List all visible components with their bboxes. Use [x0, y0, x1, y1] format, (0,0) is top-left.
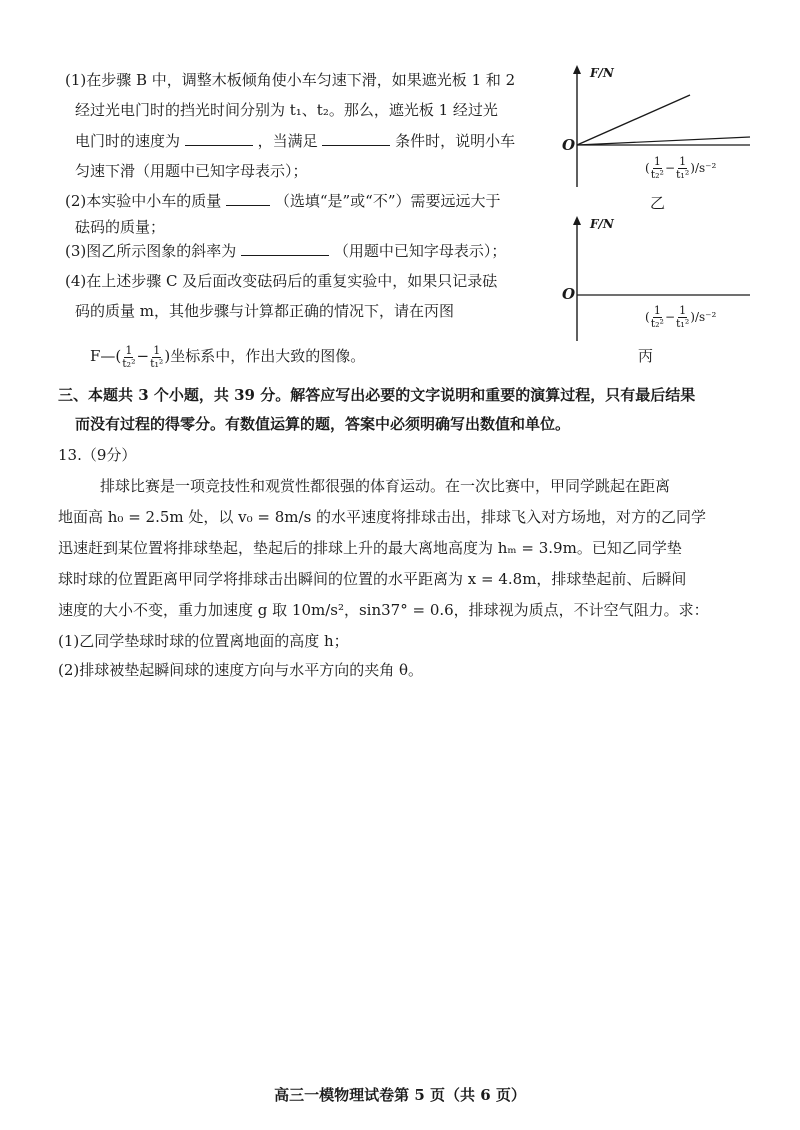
q12-condition-suffix: 条件时，说明小车 — [395, 132, 516, 150]
q12-line-10: F—( $\frac{1}{\text{t₂²}}$ − $\frac{1}{\text{t₁²}}$ )坐标系中，作出大致的图像。 — [90, 343, 366, 370]
q12-line-5 — [65, 191, 501, 211]
q13-line-4: 球时球的位置距离甲同学将排球击出瞬间的位置的水平距离为 x = 4.8m，排球垫起前、后瞬间 — [58, 570, 687, 588]
graph-bing — [560, 213, 760, 373]
q12-line-6: 砝码的质量； — [75, 218, 166, 236]
graph-yi-x-label: ( $\frac{1}{\text{t₂²}}$ − $\frac{1}{\text{t₁²}}$ )/s⁻² — [645, 155, 717, 181]
q13-line-1: 排球比赛是一项竞技性和观赏性都很强的体育运动。在一次比赛中，甲同学跳起在距离 — [100, 477, 671, 495]
q12-line-8: (4)在上述步骤 C 及后面改变砝码后的重复实验中，如果只记录砝 — [65, 272, 498, 290]
q12-slope-suffix: （用题中已知字母表示）； — [333, 242, 507, 260]
graph-yi-origin: O — [562, 136, 576, 154]
q12-velocity-blank[interactable] — [185, 131, 253, 146]
q12-line-9: 码的质量 m，其他步骤与计算都正确的情况下，请在丙图 — [75, 302, 454, 320]
section3-line-1: 三、本题共 3 个小题，共 39 分。解答应写出必要的文字说明和重要的演算过程，只有最后结果 — [58, 386, 696, 404]
q12-line-1: (1)在步骤 B 中，调整木板倾角使小车匀速下滑，如果遮光板 1 和 2 — [65, 71, 516, 89]
graph-yi-caption: 乙 — [650, 194, 666, 212]
q13-subq-1: (1)乙同学垫球时球的位置离地面的高度 h； — [58, 632, 349, 650]
q13-header: 13.（9分） — [58, 446, 137, 464]
graph-yi — [560, 62, 760, 212]
q13-line-3: 迅速赶到某位置将排球垫起，垫起后的排球上升的最大离地高度为 hₘ = 3.9m。已知乙同学垫 — [58, 539, 682, 557]
q12-mass-suffix: （选填“是”或“不”）需要远远大于 — [274, 192, 501, 210]
q13-line-5: 速度的大小不变，重力加速度 g 取 10m/s²，sin37° = 0.6，排球视为质点，不计空气阻力。求： — [58, 601, 709, 619]
graph-bing-caption: 丙 — [638, 347, 654, 365]
q13-subq-2: (2)排球被垫起瞬间球的速度方向与水平方向的夹角 θ。 — [58, 661, 424, 679]
q12-axis-prefix: F—( — [90, 347, 122, 365]
q12-mass-blank[interactable] — [226, 191, 270, 206]
q12-frac-a: $\frac{1}{\text{t₂²}}$ — [122, 343, 136, 370]
page-footer: 高三一模物理试卷第 5 页（共 6 页） — [274, 1086, 526, 1104]
graph-yi-y-label: F/N — [590, 66, 614, 80]
graph-bing-y-label: F/N — [590, 217, 614, 231]
graph-bing-y-arrow — [573, 216, 581, 225]
q12-line-7 — [65, 241, 506, 261]
q12-velocity-prompt: 电门时的速度为 — [75, 132, 181, 150]
q12-line-2: 经过光电门时的挡光时间分别为 t₁、t₂。那么，遮光板 1 经过光 — [75, 101, 498, 119]
graph-yi-svg — [560, 62, 760, 212]
q12-frac-b: $\frac{1}{\text{t₁²}}$ — [150, 343, 164, 370]
section3-line-2: 而没有过程的得零分。有数值运算的题，答案中必须明确写出数值和单位。 — [75, 415, 571, 433]
q12-axis-suffix: )坐标系中，作出大致的图像。 — [164, 347, 366, 365]
q12-line-3 — [75, 131, 515, 151]
q12-line-4: 匀速下滑（用题中已知字母表示）； — [75, 162, 308, 180]
q12-slope-blank[interactable] — [241, 241, 329, 256]
graph-yi-line — [577, 95, 690, 145]
graph-bing-svg — [560, 213, 760, 373]
q12-mass-prompt: (2)本实验中小车的质量 — [65, 192, 222, 210]
q12-condition-blank[interactable] — [322, 131, 390, 146]
graph-yi-lower-line — [577, 137, 750, 145]
q12-condition-prompt: ，当满足 — [257, 132, 318, 150]
q13-line-2: 地面高 h₀ = 2.5m 处，以 v₀ = 8m/s 的水平速度将排球击出，排球飞入对方场地，对方的乙同学 — [58, 508, 707, 526]
q12-slope-prompt: (3)图乙所示图象的斜率为 — [65, 242, 237, 260]
graph-bing-origin: O — [562, 285, 576, 303]
graph-bing-x-label: ( $\frac{1}{\text{t₂²}}$ − $\frac{1}{\text{t₁²}}$ )/s⁻² — [645, 304, 717, 330]
graph-yi-y-arrow — [573, 65, 581, 74]
